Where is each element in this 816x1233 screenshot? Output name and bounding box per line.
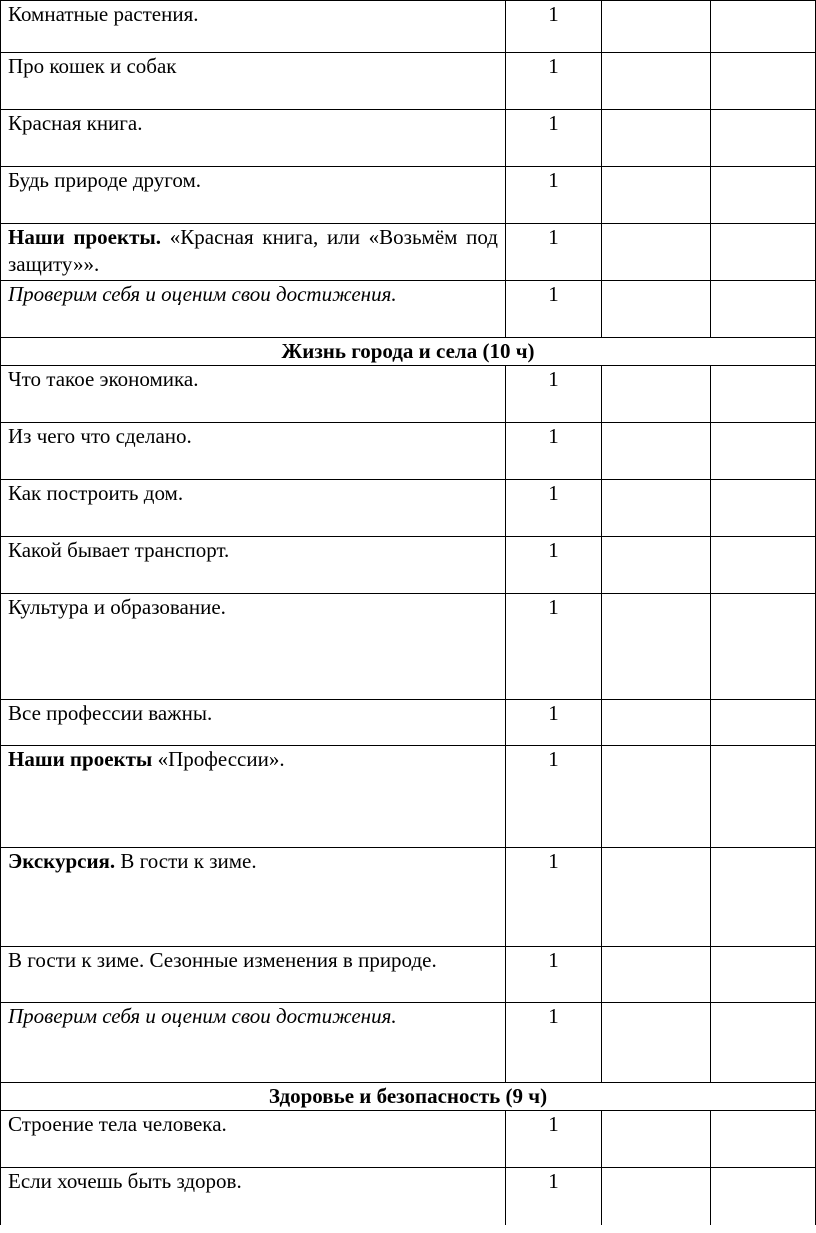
lesson-topic-bold-prefix: Экскурсия. [8, 849, 116, 873]
date-plan-cell [602, 1003, 711, 1083]
lesson-topic-text: Будь природе другом. [8, 168, 201, 192]
lesson-row [1, 848, 816, 947]
lesson-row [1, 700, 816, 746]
lesson-topic [8, 53, 498, 80]
date-plan-cell [602, 110, 711, 167]
lesson-topic-cell [1, 1, 506, 53]
date-fact-cell [711, 423, 816, 480]
section-title: Жизнь города и села (10 ч) [1, 338, 816, 366]
lesson-row [1, 537, 816, 594]
lesson-row [1, 366, 816, 423]
lesson-row [1, 423, 816, 480]
lesson-topic-cell [1, 1111, 506, 1168]
lesson-topic [8, 947, 498, 974]
lesson-row [1, 947, 816, 1003]
lesson-hours: 1 [506, 480, 602, 537]
date-plan-cell [602, 700, 711, 746]
lesson-topic-cell [1, 1003, 506, 1083]
date-fact-cell [711, 700, 816, 746]
lesson-topic-text: Все профессии важны. [8, 701, 213, 725]
lesson-topic [8, 1003, 498, 1030]
lesson-topic [8, 1111, 498, 1138]
lesson-topic-cell [1, 848, 506, 947]
lesson-row [1, 281, 816, 338]
lesson-hours: 1 [506, 53, 602, 110]
lesson-hours: 1 [506, 700, 602, 746]
lesson-topic-text: Что такое экономика. [8, 367, 199, 391]
lesson-topic-italic: Проверим себя и оценим свои достижения. [8, 282, 397, 306]
lesson-topic-text: Комнатные растения. [8, 2, 199, 26]
lesson-plan-body [1, 1, 816, 1225]
date-fact-cell [711, 746, 816, 848]
lesson-topic [8, 281, 498, 308]
section-header-row [1, 338, 816, 366]
date-fact-cell [711, 1168, 816, 1225]
lesson-hours: 1 [506, 746, 602, 848]
lesson-topic-text: Красная книга. [8, 111, 143, 135]
lesson-topic [8, 423, 498, 450]
lesson-topic-cell [1, 1168, 506, 1225]
lesson-topic [8, 110, 498, 137]
date-plan-cell [602, 1168, 711, 1225]
lesson-topic-text: Какой бывает транспорт. [8, 538, 230, 562]
lesson-topic [8, 366, 498, 393]
lesson-topic [8, 594, 498, 621]
section-header-row [1, 1083, 816, 1111]
date-plan-cell [602, 746, 711, 848]
lesson-topic [8, 537, 498, 564]
lesson-row [1, 224, 816, 281]
lesson-topic-bold-prefix: Наши проекты. [8, 225, 162, 249]
date-plan-cell [602, 594, 711, 700]
lesson-topic-text: Из чего что сделано. [8, 424, 192, 448]
lesson-topic-cell [1, 423, 506, 480]
lesson-topic [8, 848, 498, 875]
lesson-topic-text: Культура и образование. [8, 595, 226, 619]
lesson-hours: 1 [506, 1, 602, 53]
date-fact-cell [711, 110, 816, 167]
date-plan-cell [602, 167, 711, 224]
lesson-topic-cell [1, 53, 506, 110]
lesson-topic-cell [1, 167, 506, 224]
lesson-topic-text: В гости к зиме. Сезонные изменения в природе. [8, 948, 437, 972]
date-fact-cell [711, 1111, 816, 1168]
date-plan-cell [602, 366, 711, 423]
lesson-topic [8, 224, 498, 278]
lesson-topic [8, 1, 498, 28]
lesson-row [1, 594, 816, 700]
lesson-topic [8, 480, 498, 507]
lesson-topic-text: «Профессии». [152, 747, 285, 771]
lesson-topic [8, 1168, 498, 1195]
date-plan-cell [602, 1111, 711, 1168]
lesson-hours: 1 [506, 1003, 602, 1083]
lesson-hours: 1 [506, 224, 602, 281]
lesson-row [1, 746, 816, 848]
lesson-topic-cell [1, 700, 506, 746]
lesson-hours: 1 [506, 366, 602, 423]
lesson-topic-cell [1, 366, 506, 423]
date-plan-cell [602, 281, 711, 338]
lesson-row [1, 1168, 816, 1225]
date-fact-cell [711, 947, 816, 1003]
lesson-row [1, 480, 816, 537]
lesson-hours: 1 [506, 281, 602, 338]
lesson-topic-italic: Проверим себя и оценим свои достижения. [8, 1004, 397, 1028]
date-fact-cell [711, 594, 816, 700]
lesson-topic-text: Строение тела человека. [8, 1112, 227, 1136]
section-title: Здоровье и безопасность (9 ч) [1, 1083, 816, 1111]
lesson-topic-cell [1, 110, 506, 167]
date-fact-cell [711, 53, 816, 110]
lesson-topic-text: В гости к зиме. [115, 849, 257, 873]
date-fact-cell [711, 537, 816, 594]
lesson-hours: 1 [506, 947, 602, 1003]
lesson-row [1, 167, 816, 224]
lesson-hours: 1 [506, 537, 602, 594]
date-fact-cell [711, 281, 816, 338]
date-fact-cell [711, 366, 816, 423]
date-plan-cell [602, 423, 711, 480]
lesson-row [1, 1, 816, 53]
lesson-topic-text: Как построить дом. [8, 481, 184, 505]
lesson-hours: 1 [506, 1111, 602, 1168]
lesson-topic-cell [1, 281, 506, 338]
date-plan-cell [602, 480, 711, 537]
date-fact-cell [711, 1003, 816, 1083]
date-plan-cell [602, 947, 711, 1003]
lesson-topic [8, 167, 498, 194]
lesson-hours: 1 [506, 1168, 602, 1225]
date-plan-cell [602, 53, 711, 110]
lesson-topic-cell [1, 224, 506, 281]
date-plan-cell [602, 537, 711, 594]
lesson-row [1, 1111, 816, 1168]
date-plan-cell [602, 224, 711, 281]
lesson-row [1, 1003, 816, 1083]
lesson-row [1, 110, 816, 167]
date-plan-cell [602, 1, 711, 53]
lesson-topic-text: Про кошек и собак [8, 54, 177, 78]
lesson-hours: 1 [506, 594, 602, 700]
date-fact-cell [711, 224, 816, 281]
date-fact-cell [711, 1, 816, 53]
lesson-hours: 1 [506, 848, 602, 947]
lesson-topic-text: Если хочешь быть здоров. [8, 1169, 242, 1193]
lesson-topic-cell [1, 594, 506, 700]
lesson-hours: 1 [506, 423, 602, 480]
lesson-topic [8, 700, 498, 727]
lesson-topic-bold-prefix: Наши проекты [8, 747, 153, 771]
lesson-hours: 1 [506, 110, 602, 167]
lesson-topic-cell [1, 537, 506, 594]
lesson-row [1, 53, 816, 110]
lesson-topic-cell [1, 746, 506, 848]
date-fact-cell [711, 848, 816, 947]
lesson-topic-text: «Красная книга, или «Возьмём под защиту»». [8, 225, 498, 276]
lesson-topic-cell [1, 480, 506, 537]
date-fact-cell [711, 167, 816, 224]
date-plan-cell [602, 848, 711, 947]
lesson-hours: 1 [506, 167, 602, 224]
lesson-topic-cell [1, 947, 506, 1003]
lesson-topic [8, 746, 498, 773]
date-fact-cell [711, 480, 816, 537]
